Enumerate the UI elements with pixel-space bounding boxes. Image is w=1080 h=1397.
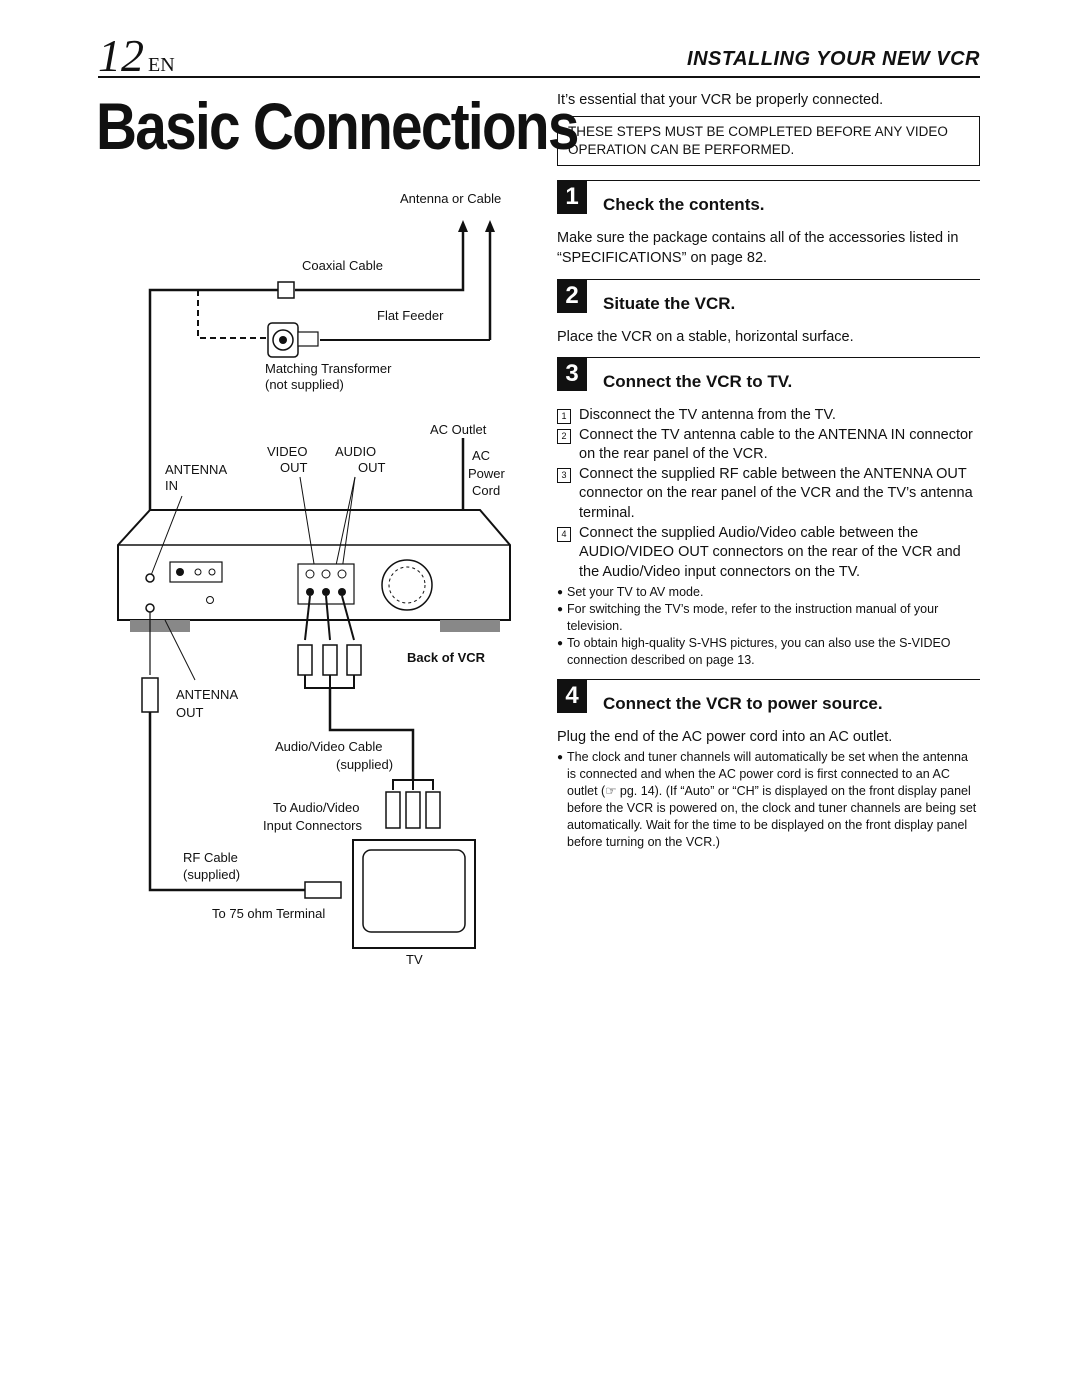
- av-plug-icon: [298, 645, 312, 675]
- label-to-av-1: To Audio/Video: [273, 800, 360, 815]
- list-item: [557, 426, 980, 465]
- step-4: [557, 679, 980, 851]
- bullet-text: The clock and tuner channels will automatically be set when the antenna is connected and when the AC power cord is first connected to an AC outlet (☞ pg. 14). (If “Auto” or “CH” is displayed on the front display panel before the VCR is powered on, the clock and tuner channels are being set automatically. Wait for the time to be displayed on the front display panel before turning on the VCR.): [567, 750, 977, 849]
- instructions-column: [557, 92, 980, 850]
- bullet-item: [557, 749, 980, 850]
- antenna-out-jack: [146, 604, 154, 612]
- tv-screen: [363, 850, 465, 932]
- item-number: 2: [557, 429, 571, 444]
- label-antenna-or-cable: Antenna or Cable: [400, 191, 502, 206]
- step-2-header: [557, 279, 980, 324]
- bullet-icon: ●: [557, 604, 564, 616]
- label-antenna-in-1: ANTENNA: [165, 462, 228, 477]
- label-to-av-2: Input Connectors: [263, 818, 363, 833]
- vcr-foot-left: [130, 620, 190, 632]
- coax-connector-icon: [278, 282, 294, 298]
- step-title: Connect the VCR to power source.: [603, 693, 883, 713]
- label-matching-transformer: Matching Transformer: [265, 361, 392, 376]
- step-body: Plug the end of the AC power cord into an AC outlet.: [557, 728, 893, 745]
- label-rf-cable-1: RF Cable: [183, 850, 238, 865]
- label-not-supplied: (not supplied): [265, 377, 344, 392]
- tv-av-plug-icon: [386, 792, 400, 828]
- label-back-of-vcr: Back of VCR: [407, 650, 486, 665]
- label-audio-out-1: AUDIO: [335, 444, 377, 459]
- alternate-route-dashed: [198, 290, 270, 338]
- intro-text: It’s essential that your VCR be properly connected.: [557, 92, 884, 108]
- numbered-list: [557, 406, 980, 582]
- label-video-out-2: OUT: [280, 460, 308, 475]
- label-antenna-out-1: ANTENNA: [176, 687, 239, 702]
- tv-av-plug-icon: [426, 792, 440, 828]
- step-title: Situate the VCR.: [603, 293, 736, 313]
- item-number: 3: [557, 468, 571, 483]
- bullet-text: For switching the TV’s mode, refer to the instruction manual of your television.: [567, 602, 939, 633]
- bullet-icon: ●: [557, 637, 564, 649]
- bullet-item: [557, 584, 980, 601]
- label-antenna-in-2: IN: [165, 478, 178, 493]
- item-text: Connect the supplied RF cable between the ANTENNA OUT connector on the rear panel of the VCR and the TV’s antenna terminal.: [579, 465, 973, 521]
- label-coaxial-cable: Coaxial Cable: [302, 258, 383, 273]
- step-3-header: [557, 357, 980, 402]
- label-audio-out-2: OUT: [358, 460, 386, 475]
- label-av-cable-2: (supplied): [336, 757, 394, 772]
- item-number: 1: [557, 409, 571, 424]
- step-body: Place the VCR on a stable, horizontal surface.: [557, 328, 854, 345]
- label-rf-cable-2: (supplied): [183, 867, 241, 882]
- connection-diagram: [110, 180, 530, 980]
- av-plug-icon: [347, 645, 361, 675]
- list-item: [557, 524, 980, 583]
- label-flat-feeder: Flat Feeder: [377, 308, 444, 323]
- arrow-up-icon: [485, 220, 495, 232]
- antenna-in-jack: [146, 574, 154, 582]
- vcr-foot-right: [440, 620, 500, 632]
- step-body: Make sure the package contains all of the accessories listed in “SPECIFICATIONS” on page 82.: [557, 230, 959, 266]
- av-plug-icon: [323, 645, 337, 675]
- label-antenna-out-2: OUT: [176, 705, 204, 720]
- step-number: 1: [557, 180, 587, 214]
- warning-box: THESE STEPS MUST BE COMPLETED BEFORE ANY VIDEO OPERATION CAN BE PERFORMED.: [557, 116, 980, 166]
- list-item: [557, 465, 980, 524]
- header-divider: [98, 76, 980, 78]
- list-item: [557, 406, 980, 426]
- step-title: Connect the VCR to TV.: [603, 372, 793, 392]
- item-text: Disconnect the TV antenna from the TV.: [579, 407, 836, 424]
- page-title: Basic Connections: [96, 89, 578, 163]
- page-language: EN: [148, 54, 175, 76]
- bullet-icon: ●: [557, 752, 564, 764]
- item-text: Connect the supplied Audio/Video cable between the AUDIO/VIDEO OUT connectors on the rear of the VCR and the Audio/Video input connectors on the TV.: [579, 524, 961, 580]
- arrow-up-icon: [458, 220, 468, 232]
- step-2: [557, 279, 980, 348]
- item-text: Connect the TV antenna cable to the ANTENNA IN connector on the rear panel of the VCR.: [579, 426, 973, 463]
- step-number: 2: [557, 279, 587, 313]
- label-video-out-1: VIDEO: [267, 444, 308, 459]
- rf-plug-icon: [142, 678, 158, 712]
- step-1: [557, 180, 980, 268]
- step-number: 4: [557, 679, 587, 713]
- label-ac-power-1: AC: [472, 448, 491, 463]
- page-number: 12: [98, 30, 144, 81]
- label-ac-power-2: Power: [468, 466, 505, 481]
- item-number: 4: [557, 527, 571, 542]
- step-title: Check the contents.: [603, 195, 765, 215]
- bullet-list: [557, 584, 980, 668]
- label-to-75-ohm: To 75 ohm Terminal: [212, 906, 326, 921]
- label-av-cable-1: Audio/Video Cable: [275, 739, 383, 754]
- label-tv: TV: [406, 952, 423, 967]
- rf-terminal-plug-icon: [305, 882, 341, 898]
- step-number: 3: [557, 357, 587, 391]
- step-4-header: [557, 679, 980, 724]
- bullet-list: [557, 749, 980, 850]
- bullet-text: Set your TV to AV mode.: [567, 585, 704, 600]
- bullet-text: To obtain high-quality S-VHS pictures, you can also use the S-VIDEO connection described on page 13.: [567, 635, 951, 667]
- step-3: [557, 357, 980, 668]
- bullet-item: [557, 635, 980, 669]
- step-1-header: [557, 180, 980, 225]
- label-ac-power-3: Cord: [472, 483, 501, 498]
- bullet-item: [557, 601, 980, 635]
- page-number-block: [98, 30, 175, 81]
- section-title: INSTALLING YOUR NEW VCR: [687, 48, 980, 70]
- bullet-icon: ●: [557, 587, 564, 599]
- tv-av-plug-icon: [406, 792, 420, 828]
- label-ac-outlet: AC Outlet: [430, 422, 487, 437]
